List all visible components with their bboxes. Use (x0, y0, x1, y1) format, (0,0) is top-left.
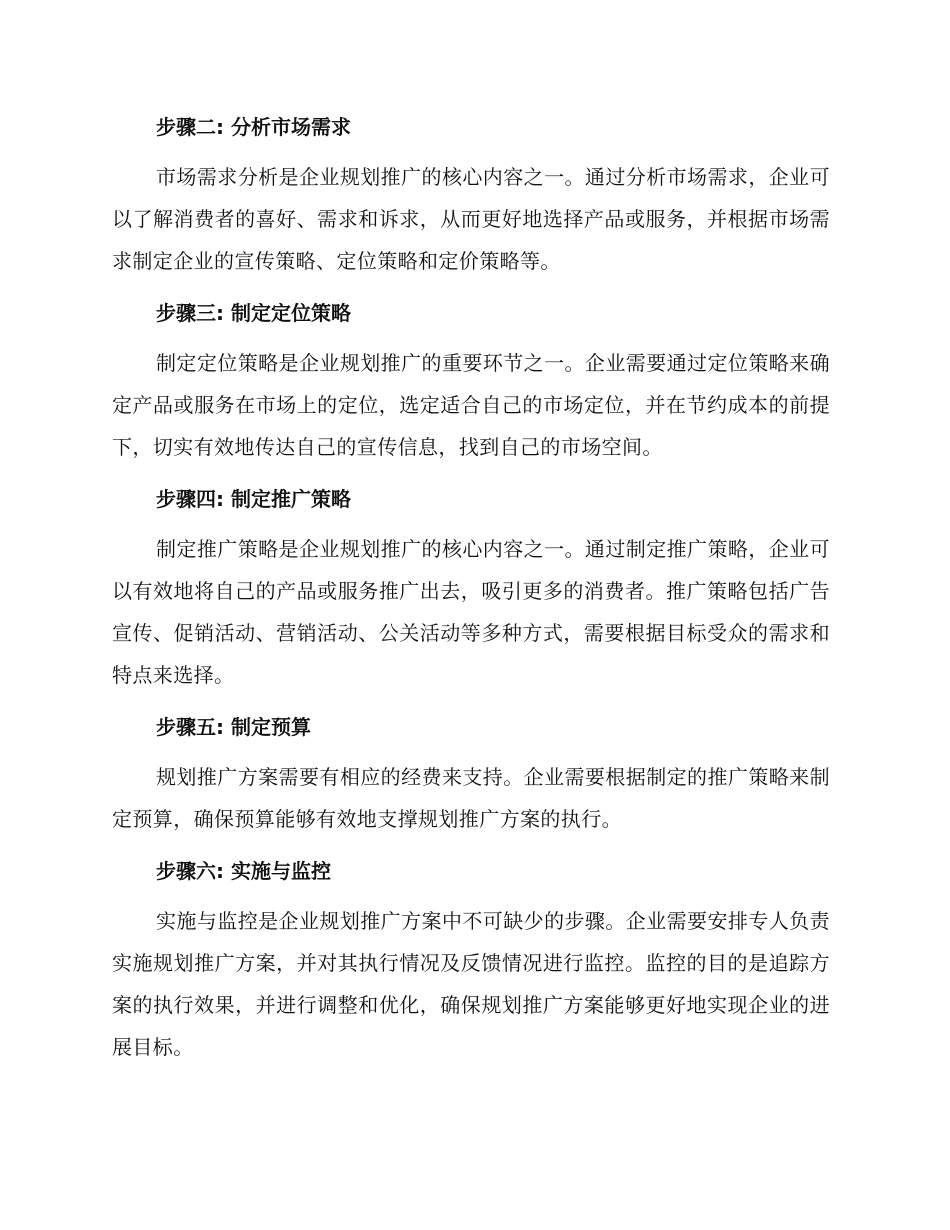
section-paragraph: 实施与监控是企业规划推广方案中不可缺少的步骤。企业需要安排专人负责实施规划推广方案，并对其执行情况及反馈情况进行监控。监控的目的是追踪方案的执行效果，并进行调整和优化，确保规划推广方案能够更好地实现企业的进展目标。 (112, 909, 830, 1059)
section-paragraph: 制定推广策略是企业规划推广的核心内容之一。通过制定推广策略，企业可以有效地将自己的产品或服务推广出去，吸引更多的消费者。推广策略包括广告宣传、促销活动、营销活动、公关活动等多种方式，需要根据目标受众的需求和特点来选择。 (112, 537, 830, 687)
section-paragraph: 市场需求分析是企业规划推广的核心内容之一。通过分析市场需求，企业可以了解消费者的喜好、需求和诉求，从而更好地选择产品或服务，并根据市场需求制定企业的宣传策略、定位策略和定价策略等。 (112, 165, 830, 273)
section-heading: 步骤六: 实施与监控 (156, 859, 331, 883)
section-step-5 (112, 706, 830, 840)
section-paragraph: 规划推广方案需要有相应的经费来支持。企业需要根据制定的推广策略来制定预算，确保预算能够有效地支撑规划推广方案的执行。 (112, 765, 830, 831)
document-page (112, 106, 830, 1078)
section-heading: 步骤四: 制定推广策略 (156, 487, 351, 511)
section-step-4 (112, 478, 830, 696)
section-step-3 (112, 292, 830, 468)
section-paragraph: 制定定位策略是企业规划推广的重要环节之一。企业需要通过定位策略来确定产品或服务在市场上的定位，选定适合自己的市场定位，并在节约成本的前提下，切实有效地传达自己的宣传信息，找到自己的市场空间。 (112, 351, 830, 459)
section-heading: 步骤二: 分析市场需求 (156, 115, 351, 139)
section-step-6 (112, 850, 830, 1068)
section-heading: 步骤五: 制定预算 (156, 715, 311, 739)
section-heading: 步骤三: 制定定位策略 (156, 301, 351, 325)
section-step-2 (112, 106, 830, 282)
